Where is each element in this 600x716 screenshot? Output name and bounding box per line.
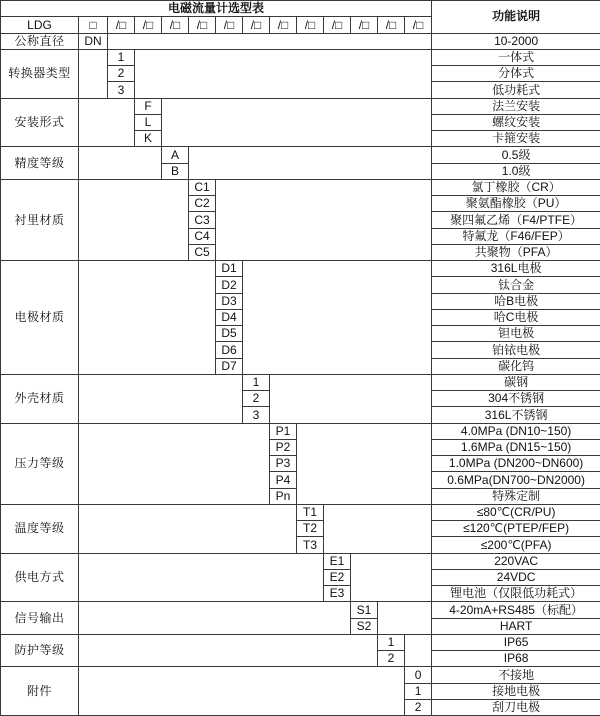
code-cell: 2 xyxy=(405,699,432,715)
code-cell: C3 xyxy=(189,212,216,228)
model-code-box: □ xyxy=(79,17,108,33)
model-code-slot: /□ xyxy=(324,17,351,33)
desc-cell: 220VAC xyxy=(432,553,600,569)
desc-cell: 聚四氟乙烯（F4/PTFE） xyxy=(432,212,600,228)
desc-cell: 1.0MPa (DN200~DN600) xyxy=(432,456,600,472)
code-cell: L xyxy=(135,114,162,130)
code-cell: D4 xyxy=(216,309,243,325)
desc-cell: IP65 xyxy=(432,634,600,650)
group-label-accessories: 附件 xyxy=(1,667,79,716)
filler-cell xyxy=(79,374,243,423)
model-code-slot: /□ xyxy=(216,17,243,33)
code-cell: 2 xyxy=(108,66,135,82)
group-label-temperature-rating: 温度等级 xyxy=(1,504,79,553)
desc-cell: 特殊定制 xyxy=(432,488,600,504)
desc-cell: 一体式 xyxy=(432,49,600,65)
model-code-slot: /□ xyxy=(405,17,432,33)
code-cell: DN xyxy=(79,33,108,49)
code-cell: D6 xyxy=(216,342,243,358)
desc-cell: 4-20mA+RS485（标配） xyxy=(432,602,600,618)
desc-cell: 螺纹安装 xyxy=(432,114,600,130)
filler-cell xyxy=(243,261,432,375)
filler-cell xyxy=(135,49,432,98)
group-label-nominal-diameter: 公称直径 xyxy=(1,33,79,49)
desc-cell: 分体式 xyxy=(432,66,600,82)
desc-cell: 聚氨酯橡胶（PU） xyxy=(432,196,600,212)
filler-cell xyxy=(79,261,216,375)
filler-cell xyxy=(79,667,405,716)
desc-cell: 哈C电极 xyxy=(432,309,600,325)
code-cell: K xyxy=(135,131,162,147)
code-cell: 1 xyxy=(405,683,432,699)
code-cell: D7 xyxy=(216,358,243,374)
model-code-slot: /□ xyxy=(243,17,270,33)
code-cell: B xyxy=(162,163,189,179)
code-cell: T3 xyxy=(297,537,324,553)
code-cell: C5 xyxy=(189,244,216,260)
model-code-slot: /□ xyxy=(108,17,135,33)
desc-cell: 0.6MPa(DN700~DN2000) xyxy=(432,472,600,488)
filler-cell xyxy=(79,504,297,553)
code-cell: C1 xyxy=(189,179,216,195)
desc-cell: 铂铱电极 xyxy=(432,342,600,358)
code-cell: Pn xyxy=(270,488,297,504)
code-cell: C4 xyxy=(189,228,216,244)
code-cell: D5 xyxy=(216,326,243,342)
filler-cell xyxy=(79,147,162,180)
desc-cell: 特氟龙（F46/FEP） xyxy=(432,228,600,244)
code-cell: 1 xyxy=(108,49,135,65)
desc-cell: 卡箍安装 xyxy=(432,131,600,147)
group-label-housing-material: 外壳材质 xyxy=(1,374,79,423)
desc-cell: 24VDC xyxy=(432,569,600,585)
desc-cell: 304不锈钢 xyxy=(432,391,600,407)
filler-cell xyxy=(270,374,432,423)
desc-cell: 316L电极 xyxy=(432,261,600,277)
group-label-signal-output: 信号输出 xyxy=(1,602,79,635)
filler-cell xyxy=(351,553,432,602)
code-cell: S2 xyxy=(351,618,378,634)
code-cell: T2 xyxy=(297,521,324,537)
desc-cell: IP68 xyxy=(432,651,600,667)
desc-cell: 0.5级 xyxy=(432,147,600,163)
filler-cell xyxy=(378,602,432,635)
code-cell: A xyxy=(162,147,189,163)
code-cell: P2 xyxy=(270,439,297,455)
code-cell: 3 xyxy=(108,82,135,98)
code-cell: D1 xyxy=(216,261,243,277)
filler-cell xyxy=(189,147,432,180)
code-cell: E2 xyxy=(324,569,351,585)
desc-cell: 哈B电极 xyxy=(432,293,600,309)
desc-cell: 法兰安装 xyxy=(432,98,600,114)
model-code-slot: /□ xyxy=(378,17,405,33)
code-cell: P3 xyxy=(270,456,297,472)
desc-cell: ≤80℃(CR/PU) xyxy=(432,504,600,520)
filler-cell xyxy=(79,423,270,504)
table-title: 电磁流量计选型表 xyxy=(1,1,432,17)
desc-cell: 锂电池（仅限低功耗式） xyxy=(432,586,600,602)
desc-cell: 接地电极 xyxy=(432,683,600,699)
model-code-slot: /□ xyxy=(270,17,297,33)
desc-cell: 共聚物（PFA） xyxy=(432,244,600,260)
group-label-power-supply: 供电方式 xyxy=(1,553,79,602)
code-cell: E3 xyxy=(324,586,351,602)
code-cell: 1 xyxy=(243,374,270,390)
filler-cell xyxy=(79,553,324,602)
group-label-lining-material: 衬里材质 xyxy=(1,179,79,260)
model-code-slot: /□ xyxy=(189,17,216,33)
code-cell: F xyxy=(135,98,162,114)
desc-cell: 刮刀电极 xyxy=(432,699,600,715)
desc-cell: 碳钢 xyxy=(432,374,600,390)
desc-cell: 4.0MPa (DN10~150) xyxy=(432,423,600,439)
model-code-slot: /□ xyxy=(297,17,324,33)
filler-cell xyxy=(79,179,189,260)
desc-cell: 钛合金 xyxy=(432,277,600,293)
function-header: 功能说明 xyxy=(432,1,600,34)
desc-cell: 1.6MPa (DN15~150) xyxy=(432,439,600,455)
filler-cell xyxy=(405,634,432,667)
group-label-electrode-material: 电极材质 xyxy=(1,261,79,375)
code-cell: E1 xyxy=(324,553,351,569)
filler-cell xyxy=(324,504,432,553)
code-cell: P1 xyxy=(270,423,297,439)
code-cell: D3 xyxy=(216,293,243,309)
code-cell: 0 xyxy=(405,667,432,683)
model-code-slot: /□ xyxy=(162,17,189,33)
model-code-slot: /□ xyxy=(135,17,162,33)
desc-cell: 10-2000 xyxy=(432,33,600,49)
code-cell: 2 xyxy=(243,391,270,407)
filler-cell xyxy=(216,179,432,260)
code-cell: 1 xyxy=(378,634,405,650)
desc-cell: ≤120℃(PTEP/FEP) xyxy=(432,521,600,537)
model-code-slot: /□ xyxy=(351,17,378,33)
desc-cell: 1.0级 xyxy=(432,163,600,179)
model-prefix: LDG xyxy=(1,17,79,33)
filler-cell xyxy=(297,423,432,504)
filler-cell xyxy=(79,634,378,667)
code-cell: 3 xyxy=(243,407,270,423)
group-label-protection-rating: 防护等级 xyxy=(1,634,79,667)
code-cell: C2 xyxy=(189,196,216,212)
desc-cell: 低功耗式 xyxy=(432,82,600,98)
desc-cell: 不接地 xyxy=(432,667,600,683)
filler-cell xyxy=(108,33,432,49)
desc-cell: 钽电极 xyxy=(432,326,600,342)
group-label-installation-type: 安装形式 xyxy=(1,98,79,147)
group-label-pressure-rating: 压力等级 xyxy=(1,423,79,504)
desc-cell: 316L不锈钢 xyxy=(432,407,600,423)
group-label-converter-type: 转换器类型 xyxy=(1,49,79,98)
filler-cell xyxy=(79,98,135,147)
code-cell: T1 xyxy=(297,504,324,520)
code-cell: P4 xyxy=(270,472,297,488)
desc-cell: 氯丁橡胶（CR） xyxy=(432,179,600,195)
code-cell: S1 xyxy=(351,602,378,618)
filler-cell xyxy=(79,602,351,635)
desc-cell: ≤200℃(PFA) xyxy=(432,537,600,553)
group-label-accuracy-class: 精度等级 xyxy=(1,147,79,180)
filler-cell xyxy=(79,49,108,98)
desc-cell: HART xyxy=(432,618,600,634)
code-cell: 2 xyxy=(378,651,405,667)
desc-cell: 碳化钨 xyxy=(432,358,600,374)
code-cell: D2 xyxy=(216,277,243,293)
filler-cell xyxy=(162,98,432,147)
